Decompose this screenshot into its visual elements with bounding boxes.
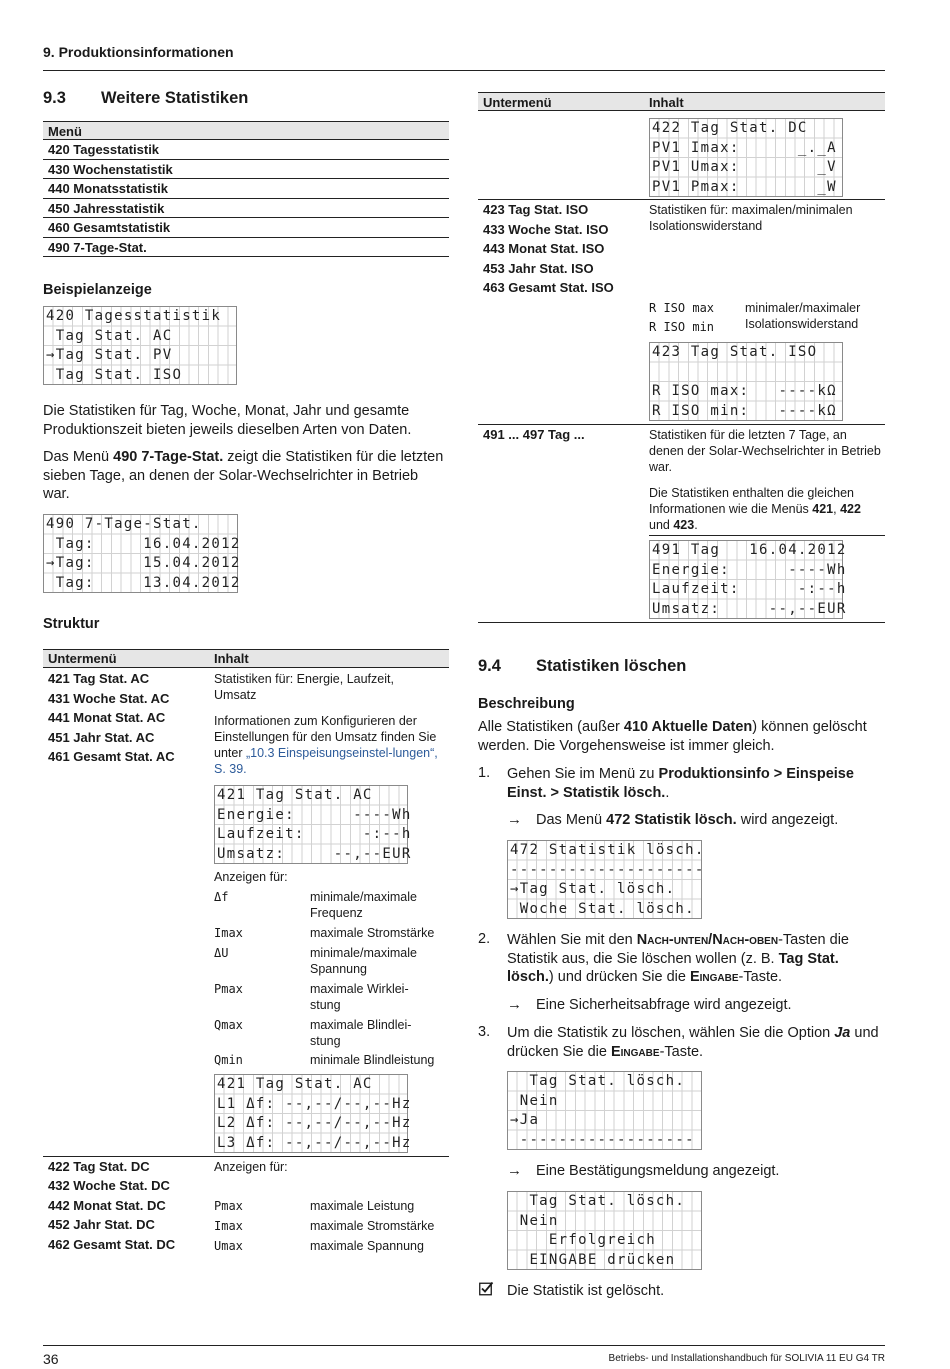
- lcd-line: Laufzeit: -:--h: [217, 826, 412, 842]
- lcd-line: Tag: 13.04.2012: [46, 574, 241, 591]
- menu-table-header: Menü: [43, 121, 449, 140]
- symbol-description: maximale Leistung: [310, 1199, 415, 1213]
- paragraph-7-tage: [43, 448, 448, 504]
- lcd-line: Tag Stat. AC: [46, 327, 173, 344]
- submenu-dc: 442 Monat Stat. DC: [48, 1198, 166, 1213]
- lcd-display-success: [507, 1191, 702, 1270]
- symbol-description: maximale Stromstärke: [310, 1219, 435, 1233]
- text-run: -Tasten die Statistik aus, die Sie löschen wollen (z. B.: [507, 932, 849, 967]
- text-run: und drücken Sie die: [507, 1025, 879, 1060]
- tag-note: [649, 485, 881, 533]
- symbol-description: minimale/maximale Spannung: [310, 946, 417, 976]
- text-run: und: [649, 518, 674, 532]
- submenu-dc: 432 Woche Stat. DC: [48, 1178, 170, 1193]
- step-2-result: Eine Sicherheitsabfrage wird angezeigt.: [536, 997, 792, 1013]
- submenu-iso: 443 Monat Stat. ISO: [483, 241, 605, 256]
- text-run: -Taste.: [738, 969, 783, 985]
- lcd-display-422: [649, 118, 843, 197]
- beschreibung-heading: Beschreibung: [478, 696, 575, 712]
- text-run: Wählen Sie mit den: [507, 932, 637, 948]
- lcd-line: Woche Stat. lösch.: [510, 900, 695, 917]
- lcd-line: →Ja: [510, 1112, 540, 1128]
- table-row-divider: [43, 1156, 449, 1157]
- lcd-line: Tag Stat. ISO: [46, 366, 183, 383]
- lcd-line: Energie: ----Wh: [652, 561, 847, 578]
- lcd-display-421: [214, 785, 412, 864]
- running-header: 9. Produktionsinformationen: [43, 44, 234, 60]
- lcd-line: Tag Stat. lösch.: [510, 1193, 686, 1209]
- submenu-dc: 422 Tag Stat. DC: [48, 1159, 150, 1174]
- menu-item: 440 Monatsstatistik: [43, 179, 449, 199]
- key-name: Eingabe: [610, 1043, 660, 1060]
- text-run: -Taste.: [659, 1043, 704, 1060]
- submenu-ac: 431 Woche Stat. AC: [48, 691, 170, 706]
- submenu-ac: 421 Tag Stat. AC: [48, 671, 150, 686]
- lcd-line: 421 Tag Stat. AC: [217, 1076, 373, 1092]
- text-run: Das Menü: [43, 449, 114, 465]
- symbol: Pmax: [214, 1199, 243, 1213]
- step-number: 1.: [478, 765, 491, 781]
- lcd-display-472: [507, 840, 705, 919]
- col-untermenu: Untermenü: [48, 651, 117, 666]
- symbol-description: maximale Spannung: [310, 1239, 424, 1253]
- text-run: Das Menü: [536, 812, 607, 828]
- col-inhalt: Inhalt: [214, 651, 249, 666]
- col-inhalt-right: Inhalt: [649, 95, 684, 110]
- symbol-description: maximale Blindlei-stung: [310, 1018, 412, 1048]
- menu-ref: 423: [673, 518, 695, 532]
- symbol: Imax: [214, 926, 243, 940]
- anzeigen-fuer-ac: Anzeigen für:: [214, 870, 288, 884]
- text-run: ) können gelöscht werden. Die Vorgehensweise ist immer gleich.: [478, 719, 867, 754]
- symbol: R ISO max: [649, 301, 715, 315]
- lcd-line: 420 Tagesstatistik: [46, 308, 222, 324]
- lcd-line: L2 Δf: --,--/--,--Hz: [217, 1115, 412, 1131]
- step-1-result: [536, 811, 838, 830]
- lcd-line: --------------------: [510, 861, 705, 878]
- lcd-display-490: [43, 514, 241, 593]
- text-run: Die Statistiken enthalten die gleichen Informationen wie die Menüs: [649, 486, 854, 516]
- section-number-93: 9.3: [43, 89, 66, 107]
- lcd-display-423: [649, 342, 843, 421]
- lcd-line: →Tag Stat. lösch.: [510, 881, 676, 897]
- lcd-line: Nein: [510, 1092, 559, 1109]
- symbol: Imax: [214, 1219, 243, 1233]
- lcd-line: 472 Statistik lösch.: [510, 842, 705, 858]
- lcd-line: 421 Tag Stat. AC: [217, 787, 373, 803]
- menu-ref: 490 7-Tage-Stat.: [113, 449, 224, 465]
- step-number: 3.: [478, 1024, 491, 1040]
- lcd-display-491: [649, 540, 847, 619]
- result-arrow-icon: →: [507, 1162, 522, 1179]
- lcd-line: Tag Stat. lösch.: [510, 1073, 686, 1089]
- checkbox-checked-icon: [479, 1281, 494, 1296]
- submenu-tag: 491 ... 497 Tag ...: [483, 427, 585, 442]
- section94-intro: [478, 718, 878, 755]
- table-sub-divider: [649, 535, 885, 536]
- symbol: Qmax: [214, 1018, 243, 1032]
- submenu-iso: 463 Gesamt Stat. ISO: [483, 280, 614, 295]
- symbol-description: minimaler/maximaler Isolationswiderstand: [745, 301, 861, 331]
- submenu-ac: 441 Monat Stat. AC: [48, 710, 166, 725]
- table-row-divider: [478, 424, 885, 425]
- lcd-line: →Tag Stat. PV: [46, 347, 173, 363]
- result-arrow-icon: →: [507, 996, 522, 1013]
- lcd-display-420: [43, 306, 237, 385]
- section-title-93: Weitere Statistiken: [101, 89, 249, 107]
- symbol: Δf: [214, 890, 229, 904]
- symbol: Qmin: [214, 1053, 243, 1067]
- menu-table: [43, 121, 449, 257]
- text-run: zeigt die Statistiken für die letzten sieben Tage, an denen der Solar-Wechselrichter in Betrieb war.: [43, 449, 444, 502]
- header-rule: [43, 70, 885, 71]
- col-untermenu-right: Untermenü: [483, 95, 552, 110]
- menu-item: 460 Gesamtstatistik: [43, 218, 449, 238]
- lcd-line: L1 Δf: --,--/--,--Hz: [217, 1095, 412, 1112]
- struktur-heading: Struktur: [43, 616, 100, 632]
- symbol: Umax: [214, 1239, 243, 1253]
- text-run: Alle Statistiken (außer: [478, 719, 624, 735]
- lcd-line: Nein: [510, 1212, 559, 1229]
- step-2-text: [507, 931, 882, 987]
- section-number-94: 9.4: [478, 657, 501, 675]
- cross-reference-link[interactable]: „10.3 Einspeisungseinstel-lungen“, S. 39.: [214, 746, 438, 776]
- lcd-line: [652, 363, 840, 383]
- text-run: Informationen zum Konfigurieren der Einstellungen für den Umsatz finden Sie unter: [214, 714, 437, 760]
- symbol: R ISO min: [649, 320, 715, 334]
- key-name: Nach-unten/Nach-oben: [636, 932, 779, 948]
- lcd-line: PV1 Pmax: _W: [652, 178, 837, 195]
- text-run: .: [665, 784, 670, 801]
- paragraph-stat-types: Die Statistiken für Tag, Woche, Monat, Jahr und gesamte Produktionszeit bieten jeweils dieselben Arten von Daten.: [43, 403, 412, 438]
- footer-doc-title: Betriebs- und Installationshandbuch für SOLIVIA 11 EU G4 TR: [608, 1353, 885, 1364]
- example-heading: Beispielanzeige: [43, 282, 152, 298]
- ac-description: Statistiken für: Energie, Laufzeit, Umsatz: [214, 672, 394, 702]
- option-ref: Ja: [834, 1025, 851, 1041]
- lcd-line: ------------------: [510, 1131, 695, 1148]
- menu-item: 420 Tagesstatistik: [43, 140, 449, 160]
- lcd-display-421-l: [214, 1074, 412, 1153]
- symbol-description: maximale Stromstärke: [310, 926, 435, 940]
- menu-ref: 472 Statistik lösch.: [606, 812, 737, 828]
- lcd-line: EINGABE drücken: [510, 1251, 676, 1268]
- menu-item: 490 7-Tage-Stat.: [43, 238, 449, 258]
- symbol-description: minimale Blindleistung: [310, 1053, 435, 1067]
- lcd-line: R ISO min: ----kΩ: [652, 402, 837, 419]
- section-title-94: Statistiken löschen: [536, 657, 687, 675]
- menu-ref: 422: [840, 502, 861, 516]
- menu-ref: 410 Aktuelle Daten: [623, 719, 753, 735]
- tag-description: Statistiken für die letzten 7 Tage, an denen der Solar-Wechselrichter in Betrieb war.: [649, 428, 881, 474]
- submenu-iso: 453 Jahr Stat. ISO: [483, 261, 594, 276]
- lcd-line: Umsatz: --,--EUR: [652, 600, 847, 617]
- text-run: Um die Statistik zu löschen, wählen Sie die Option: [507, 1025, 835, 1041]
- table-bottom-rule: [478, 622, 885, 623]
- lcd-display-confirm: [507, 1071, 702, 1150]
- lcd-line: 491 Tag 16.04.2012: [652, 542, 847, 558]
- submenu-ac: 451 Jahr Stat. AC: [48, 730, 155, 745]
- lcd-line: Erfolgreich: [510, 1232, 656, 1248]
- lcd-line: Laufzeit: -:--h: [652, 581, 847, 597]
- submenu-iso: 423 Tag Stat. ISO: [483, 202, 589, 217]
- submenu-dc: 452 Jahr Stat. DC: [48, 1217, 155, 1232]
- lcd-line: L3 Δf: --,--/--,--Hz: [217, 1134, 412, 1151]
- menu-item: 450 Jahresstatistik: [43, 199, 449, 219]
- footer-rule: [43, 1345, 885, 1346]
- symbol: Pmax: [214, 982, 243, 996]
- lcd-line: 422 Tag Stat. DC: [652, 120, 808, 136]
- menu-ref: Tag Stat. lösch.: [507, 950, 839, 985]
- menu-path: Produktionsinfo > Einspeise Einst. > Statistik lösch.: [507, 766, 854, 801]
- key-name: Eingabe: [689, 969, 739, 985]
- iso-description: Statistiken für: maximalen/minimalen Isolationswiderstand: [649, 203, 853, 233]
- submenu-dc: 462 Gesamt Stat. DC: [48, 1237, 176, 1252]
- anzeigen-fuer-dc: Anzeigen für:: [214, 1160, 288, 1174]
- text-run: wird angezeigt.: [736, 812, 839, 828]
- symbol-description: minimale/maximale Frequenz: [310, 890, 417, 920]
- lcd-line: Tag: 16.04.2012: [46, 535, 241, 552]
- menu-ref: 421: [812, 502, 834, 516]
- page-number: 36: [43, 1351, 59, 1367]
- text-run: .: [694, 518, 698, 532]
- submenu-iso: 433 Woche Stat. ISO: [483, 222, 609, 237]
- menu-item: 430 Wochenstatistik: [43, 160, 449, 180]
- lcd-line: 423 Tag Stat. ISO: [652, 344, 818, 360]
- lcd-line: R ISO max: ----kΩ: [652, 383, 837, 399]
- step-3-text: [507, 1024, 882, 1061]
- submenu-ac: 461 Gesamt Stat. AC: [48, 749, 175, 764]
- ac-config-note: [214, 713, 446, 777]
- step-1-text: [507, 765, 882, 802]
- symbol: ΔU: [214, 946, 229, 960]
- symbol-description: maximale Wirklei-stung: [310, 982, 409, 1012]
- lcd-line: 490 7-Tage-Stat.: [46, 516, 202, 532]
- lcd-line: Umsatz: --,--EUR: [217, 845, 412, 862]
- result-arrow-icon: →: [507, 811, 522, 828]
- final-result: Die Statistik ist gelöscht.: [507, 1283, 665, 1299]
- lcd-line: Energie: ----Wh: [217, 806, 412, 823]
- step-3-result: Eine Bestätigungsmeldung angezeigt.: [536, 1163, 780, 1179]
- lcd-line: PV1 Imax: _._A: [652, 139, 837, 156]
- text-run: ) und drücken Sie die: [548, 969, 690, 985]
- text-run: Gehen Sie im Menü zu: [507, 766, 659, 782]
- lcd-line: PV1 Umax: _V: [652, 159, 837, 175]
- lcd-line: →Tag: 15.04.2012: [46, 555, 241, 571]
- step-number: 2.: [478, 931, 491, 947]
- table-row-divider: [478, 199, 885, 200]
- text-run: ,: [833, 502, 841, 516]
